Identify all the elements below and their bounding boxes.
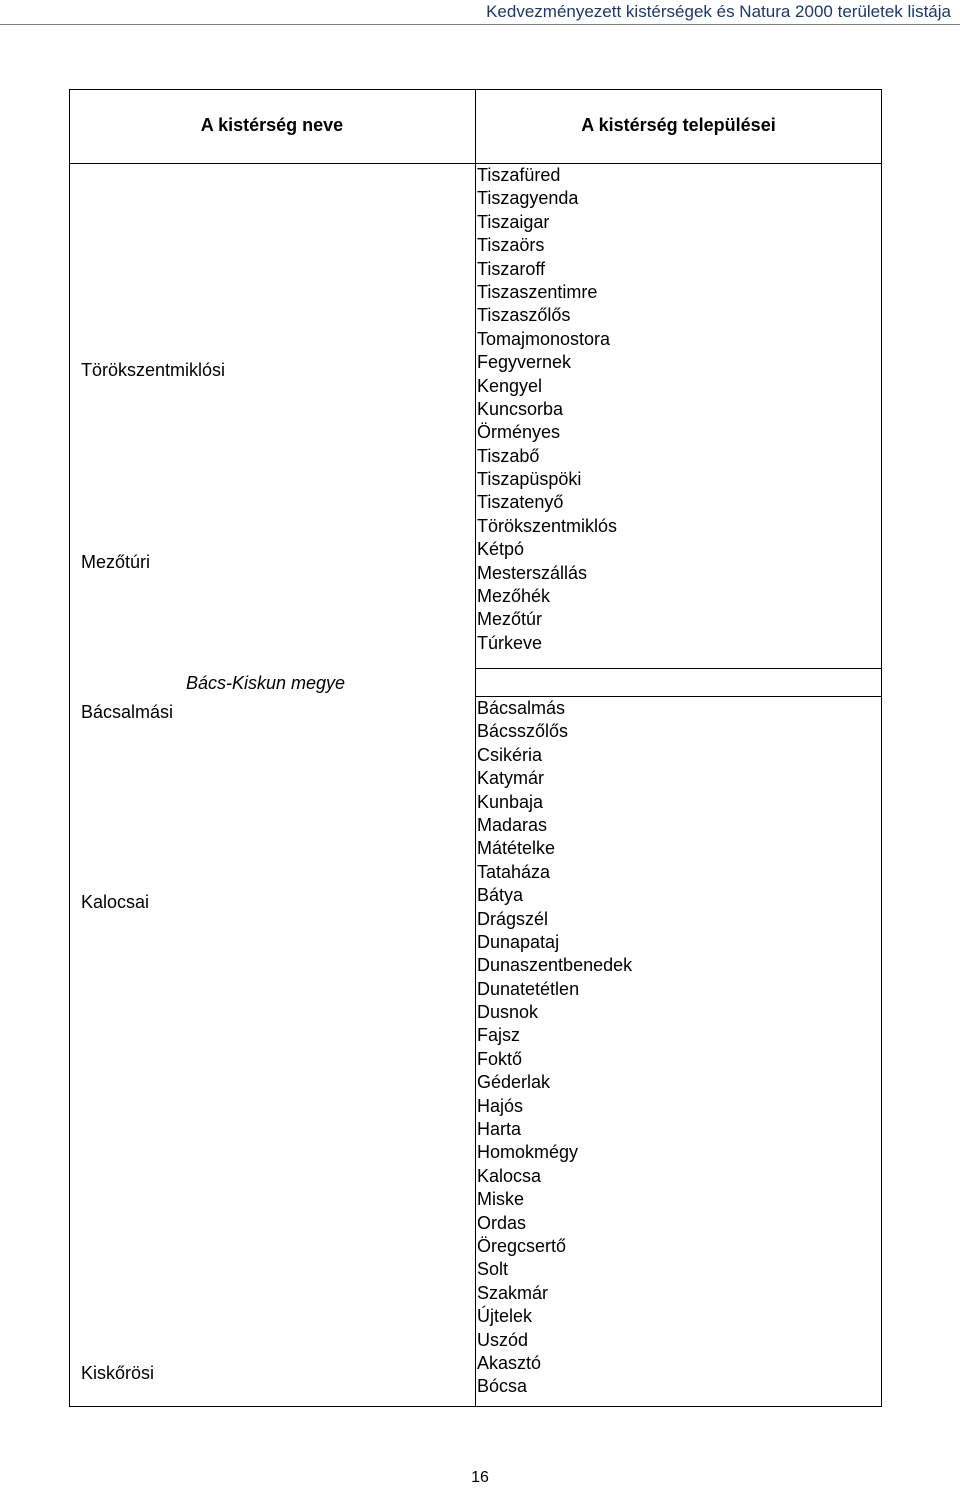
settlement-name: Hajós [477, 1095, 524, 1116]
settlement-name: Dunaszentbenedek [477, 955, 633, 976]
settlement-list-group-a [477, 164, 617, 655]
settlement-name: Tiszaörs [477, 235, 545, 256]
settlement-name: Kuncsorba [477, 398, 564, 419]
settlement-name: Tiszagyenda [477, 188, 579, 209]
settlement-name: Tiszapüspöki [477, 469, 582, 490]
settlement-name: Tiszatenyő [477, 492, 564, 513]
region-name: Mezőtúri [81, 552, 151, 572]
settlement-name: Fegyvernek [477, 352, 572, 373]
settlement-name: Akasztó [477, 1352, 542, 1373]
county-label: Bács-Kiskun megye [186, 673, 346, 693]
settlement-name: Dunapataj [477, 931, 560, 952]
settlement-name: Dusnok [477, 1002, 539, 1023]
settlement-name: Tiszaszentimre [477, 281, 598, 302]
settlement-name: Fajsz [477, 1025, 521, 1046]
settlement-name: Solt [477, 1259, 509, 1280]
table-right-border [881, 89, 882, 1407]
column-header-region-name: A kistérség neve [200, 115, 344, 135]
settlement-name: Ordas [477, 1212, 527, 1233]
region-name: Törökszentmiklósi [81, 360, 226, 380]
settlement-name: Bácsalmás [477, 698, 566, 718]
settlement-name: Tiszaszőlős [477, 305, 571, 326]
settlement-name: Dunatetétlen [477, 978, 580, 999]
settlement-name: Géderlak [477, 1072, 551, 1093]
settlement-name: Kunbaja [477, 791, 544, 812]
settlement-name: Kalocsa [477, 1165, 542, 1186]
table-column-divider [475, 89, 476, 1407]
settlement-name: Bácsszőlős [477, 721, 569, 742]
settlement-name: Örményes [477, 422, 561, 443]
settlement-name: Tiszafüred [477, 165, 561, 185]
settlement-name: Foktő [477, 1048, 523, 1069]
settlement-name: Kengyel [477, 375, 543, 396]
settlement-name: Szakmár [477, 1282, 549, 1303]
column-header-settlements: A kistérség települései [581, 115, 776, 135]
settlement-name: Katymár [477, 768, 545, 789]
settlement-name: Tataháza [477, 861, 551, 882]
settlement-name: Mesterszállás [477, 562, 588, 583]
region-name: Bácsalmási [81, 702, 174, 722]
settlement-name: Öregcsertő [477, 1235, 567, 1256]
settlement-name: Tiszaroff [477, 258, 546, 279]
header-rule [0, 24, 960, 25]
region-name: Kalocsai [81, 892, 150, 912]
settlement-name: Madaras [477, 814, 548, 835]
settlement-name: Mezőhék [477, 586, 551, 607]
settlement-name: Harta [477, 1119, 522, 1140]
settlement-name: Homokmégy [477, 1142, 579, 1163]
settlement-name: Bócsa [477, 1376, 528, 1397]
settlement-name: Mátételke [477, 838, 556, 859]
settlement-name: Mezőtúr [477, 609, 543, 630]
settlement-name: Kétpó [477, 539, 525, 560]
county-row-top-border [476, 668, 882, 669]
table-left-border [69, 89, 70, 1407]
settlement-name: Törökszentmiklós [477, 515, 618, 536]
settlement-name: Túrkeve [477, 632, 543, 653]
settlement-list-group-b [477, 697, 632, 1399]
running-header-title: Kedvezményezett kistérségek és Natura 2000 területek listája [486, 2, 951, 21]
settlement-name: Bátya [477, 885, 524, 906]
settlement-name: Uszód [477, 1329, 529, 1350]
region-name: Kiskőrösi [81, 1363, 155, 1383]
settlement-name: Csikéria [477, 744, 543, 765]
settlement-name: Drágszél [477, 908, 549, 929]
settlement-name: Tomajmonostora [477, 328, 611, 349]
settlement-name: Tiszaigar [477, 211, 550, 232]
page-number: 16 [471, 1469, 489, 1486]
settlement-name: Újtelek [477, 1306, 533, 1327]
settlement-name: Tiszabő [477, 445, 540, 466]
settlement-name: Miske [477, 1189, 525, 1210]
